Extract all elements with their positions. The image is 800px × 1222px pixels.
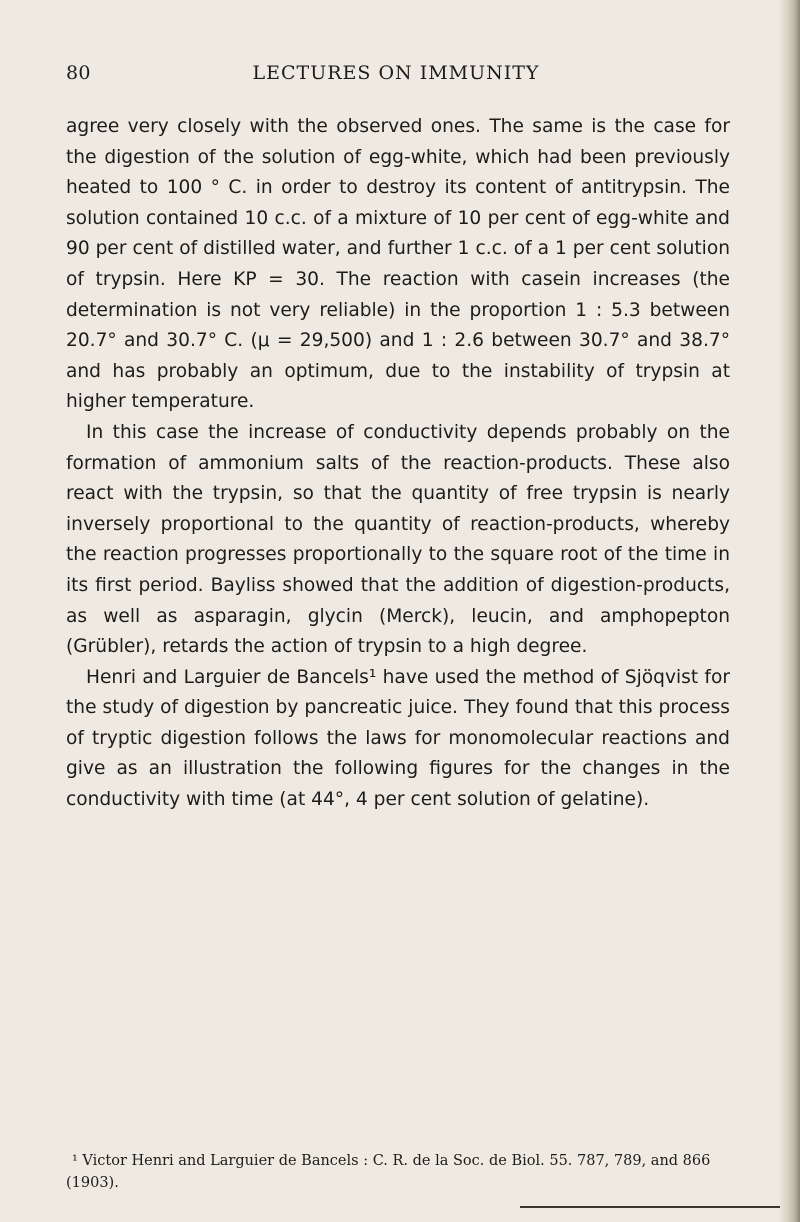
paragraph-1: agree very closely with the observed ones. The same is the case for the digestion of the solution of egg-white, which had been previously heated to 100 ° C. in order to destroy its content of antitrypsin. The solution contained 10 c.c. of a mixture of 10 per cent of egg-white and 90 per cent of distilled water, and further 1 c.c. of a 1 per cent solution of trypsin. Here KP = 30. The reaction with casein increases (the determination is not very reliable) in the proportion 1 : 5.3 between 20.7° and 30.7° C. (μ = 29,500) and 1 : 2.6 between 30.7° and 38.7° and has probably an optimum, due to the instability of trypsin at higher temperature. (66, 116, 730, 413)
running-head: LECTURES ON IMMUNITY (252, 62, 540, 84)
bottom-rule (520, 1206, 780, 1208)
paragraph-2: In this case the increase of conductivity depends probably on the formation of ammonium salts of the reaction-products. These also react with the trypsin, so that the quantity of free trypsin is nearly inversely proportional to the quantity of reaction-products, whereby the reaction progresses proportionally to the square root of the time in its first period. Bayliss showed that the addition of digestion-products, as well as asparagin, glycin (Merck), leucin, and amphopepton (Grübler), retards the action of trypsin to a high degree. (66, 421, 730, 658)
footnote-text: ¹ Victor Henri and Larguier de Bancels : C. R. de la Soc. de Biol. 55. 787, 789, and 866 (1903). (66, 1153, 711, 1191)
page-header (66, 62, 726, 90)
footnote (66, 1150, 730, 1194)
page-edge-shadow (778, 0, 800, 1222)
page-number: 80 (66, 62, 91, 84)
body-text (66, 112, 730, 816)
paragraph-3: Henri and Larguier de Bancels¹ have used the method of Sjöqvist for the study of digestion by pancreatic juice. They found that this process of tryptic digestion follows the laws for monomolecular reactions and give as an illustration the following figures for the changes in the conductivity with time (at 44°, 4 per cent solution of gelatine). (66, 666, 730, 811)
